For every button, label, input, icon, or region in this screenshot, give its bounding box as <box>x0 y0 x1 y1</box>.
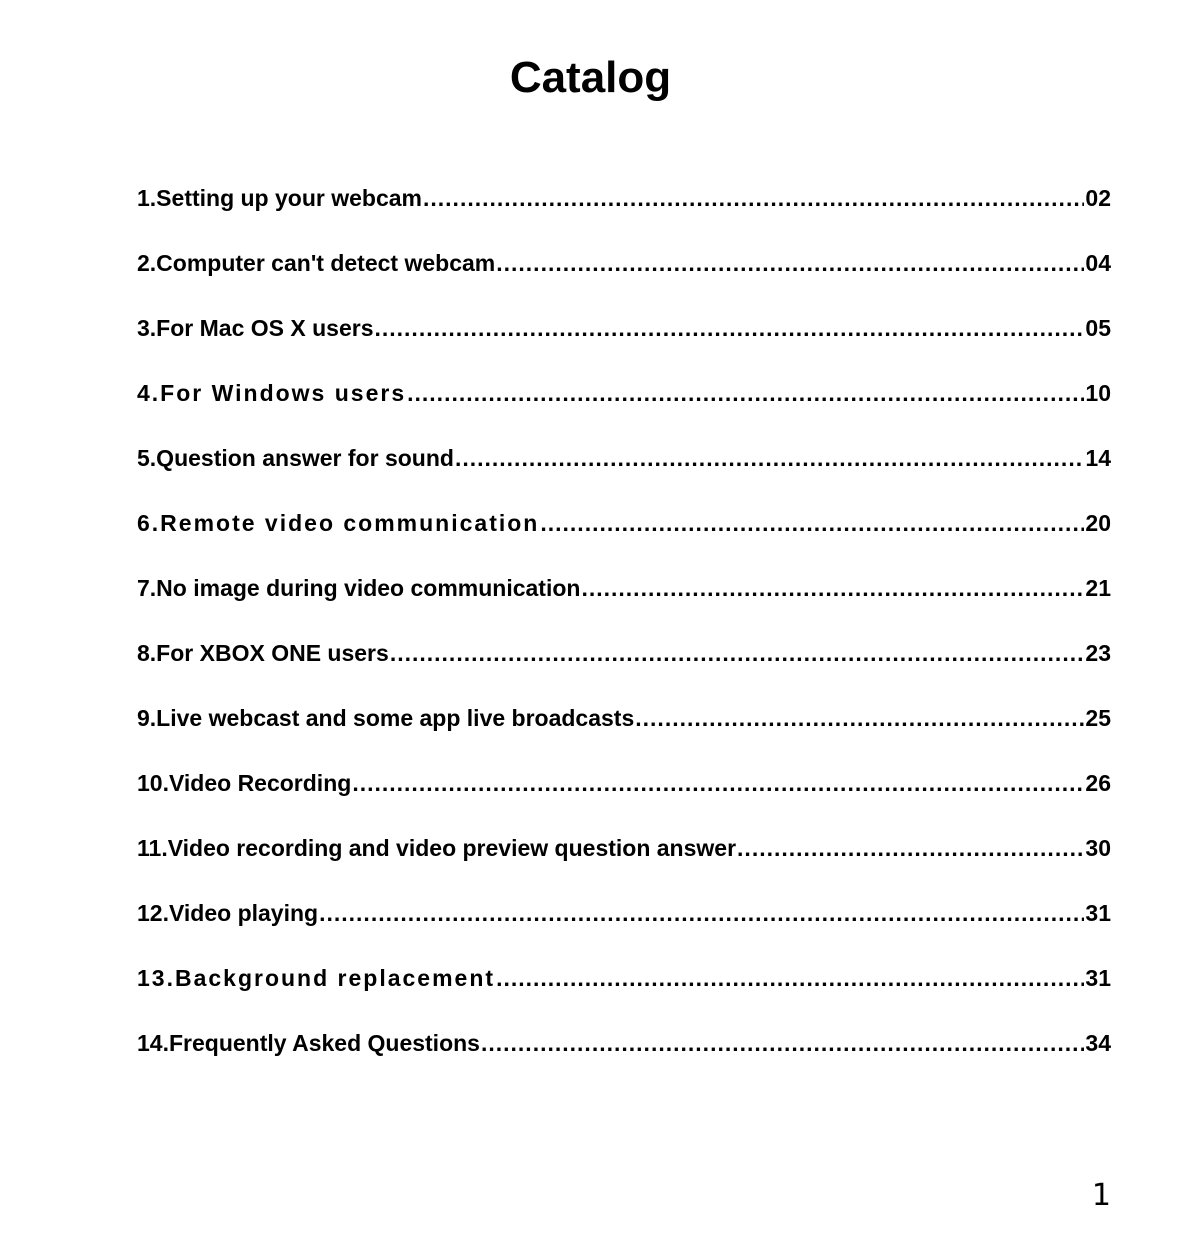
toc-entry-windows-users[interactable] <box>137 375 1111 440</box>
toc-entry-background-replacement[interactable] <box>137 960 1111 1025</box>
toc-entry-label: 5.Question answer for sound <box>137 445 454 471</box>
toc-dot-leader <box>455 440 1084 476</box>
toc-entry-page: 25 <box>1085 705 1111 731</box>
toc-entry-video-recording[interactable] <box>137 765 1111 830</box>
toc-dot-leader <box>319 895 1084 931</box>
toc-dot-leader <box>496 960 1084 996</box>
toc-dot-leader <box>407 375 1084 411</box>
toc-entry-page: 05 <box>1085 315 1111 341</box>
page-number: 1 <box>1091 1178 1111 1213</box>
toc-entry-label: 9.Live webcast and some app live broadcasts <box>137 705 635 731</box>
toc-dot-leader <box>352 765 1084 801</box>
table-of-contents <box>137 180 1111 1090</box>
toc-entry-question-answer-sound[interactable] <box>137 440 1111 505</box>
toc-dot-leader <box>390 635 1085 671</box>
toc-entry-label: 14.Frequently Asked Questions <box>137 1030 480 1056</box>
toc-entry-label: 2.Computer can't detect webcam <box>137 250 496 276</box>
toc-entry-no-image-video-communication[interactable] <box>137 570 1111 635</box>
toc-entry-video-playing[interactable] <box>137 895 1111 960</box>
toc-entry-label: 3.For Mac OS X users <box>137 315 374 341</box>
toc-dot-leader <box>481 1025 1084 1061</box>
toc-entry-page: 04 <box>1085 250 1111 276</box>
toc-entry-faq[interactable] <box>137 1025 1111 1090</box>
toc-entry-page: 34 <box>1085 1030 1111 1056</box>
toc-dot-leader <box>423 180 1084 216</box>
toc-entry-page: 23 <box>1085 640 1111 666</box>
toc-entry-page: 02 <box>1085 185 1111 211</box>
toc-entry-cant-detect-webcam[interactable] <box>137 245 1111 310</box>
toc-entry-xbox-one-users[interactable] <box>137 635 1111 700</box>
toc-entry-page: 31 <box>1085 965 1111 991</box>
toc-entry-page: 21 <box>1085 575 1111 601</box>
toc-entry-remote-video-communication[interactable] <box>137 505 1111 570</box>
toc-entry-label: 11.Video recording and video preview question answer <box>137 835 737 861</box>
toc-entry-label: 10.Video Recording <box>137 770 352 796</box>
toc-entry-label: 1.Setting up your webcam <box>137 185 422 211</box>
toc-dot-leader <box>635 700 1084 736</box>
toc-entry-page: 10 <box>1085 380 1111 406</box>
toc-dot-leader <box>581 570 1084 606</box>
toc-entry-label: 7.No image during video communication <box>137 575 581 601</box>
toc-entry-page: 26 <box>1085 770 1111 796</box>
toc-entry-label: 4.For Windows users <box>137 380 407 406</box>
toc-entry-label: 13.Background replacement <box>137 965 496 991</box>
toc-entry-page: 31 <box>1085 900 1111 926</box>
toc-entry-label: 12.Video playing <box>137 900 319 926</box>
toc-dot-leader <box>737 830 1084 866</box>
toc-entry-video-recording-preview-answer[interactable] <box>137 830 1111 895</box>
toc-entry-page: 14 <box>1085 445 1111 471</box>
toc-dot-leader <box>374 310 1084 346</box>
toc-entry-page: 30 <box>1085 835 1111 861</box>
toc-entry-page: 20 <box>1085 510 1111 536</box>
toc-entry-label: 6.Remote video communication <box>137 510 540 536</box>
toc-entry-live-webcast[interactable] <box>137 700 1111 765</box>
toc-entry-setting-up-webcam[interactable] <box>137 180 1111 245</box>
toc-entry-mac-os-x-users[interactable] <box>137 310 1111 375</box>
toc-dot-leader <box>540 505 1084 541</box>
toc-dot-leader <box>496 245 1084 281</box>
toc-entry-label: 8.For XBOX ONE users <box>137 640 389 666</box>
page-title: Catalog <box>509 53 672 102</box>
